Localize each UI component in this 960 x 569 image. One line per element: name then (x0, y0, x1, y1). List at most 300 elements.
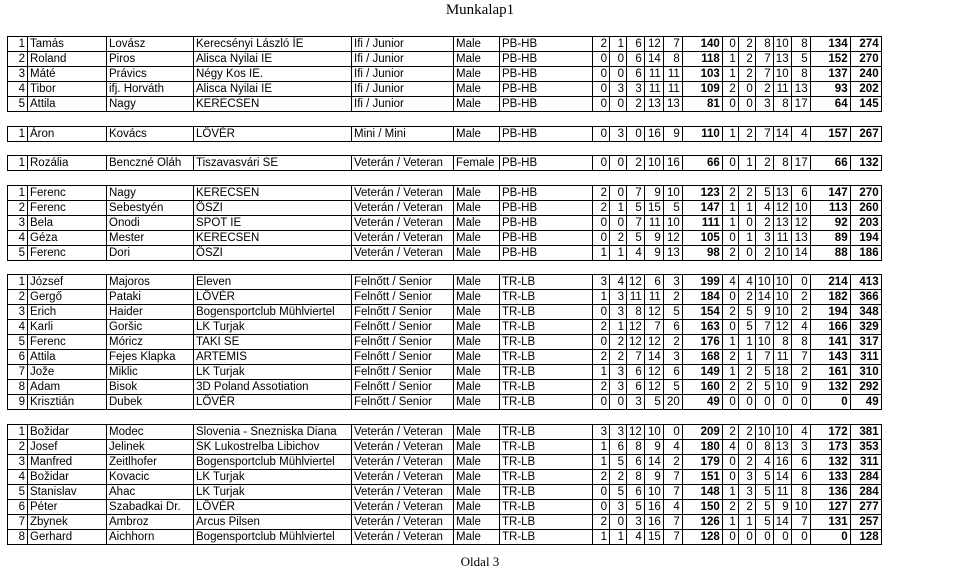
cell-r1-b: 5 (610, 484, 627, 499)
cell-r2-e: 14 (791, 245, 810, 260)
cell-round2-total: 194 (810, 305, 850, 320)
cell-r2-a: 2 (722, 185, 738, 200)
cell-bow-class: PB-HB (500, 97, 593, 112)
cell-r1-c: 2 (627, 97, 645, 112)
cell-r2-a: 2 (722, 82, 738, 97)
cell-first-name: Géza (28, 230, 107, 245)
cell-r2-e: 4 (791, 320, 810, 335)
cell-round2-total: 147 (810, 185, 850, 200)
cell-rank: 4 (8, 230, 28, 245)
cell-r1-a: 0 (593, 156, 610, 171)
cell-r1-e: 20 (663, 395, 682, 410)
cell-round2-total: 113 (810, 200, 850, 215)
cell-r1-a: 1 (593, 245, 610, 260)
cell-grand-total: 49 (850, 395, 881, 410)
cell-bow-class: PB-HB (500, 215, 593, 230)
cell-r1-e: 3 (663, 275, 682, 290)
cell-r2-e: 10 (791, 499, 810, 514)
cell-r2-a: 0 (722, 37, 738, 52)
cell-r2-a: 2 (722, 305, 738, 320)
cell-r1-e: 5 (663, 200, 682, 215)
cell-r1-d: 10 (644, 484, 663, 499)
cell-club: Bogensportclub Mühlviertel (194, 529, 352, 544)
cell-round2-total: 157 (810, 126, 850, 141)
cell-round2-total: 134 (810, 37, 850, 52)
cell-r1-a: 0 (593, 97, 610, 112)
table-row (8, 499, 882, 514)
group-spacer (8, 141, 882, 156)
cell-r1-d: 11 (644, 67, 663, 82)
cell-r1-c: 3 (627, 395, 645, 410)
cell-grand-total: 381 (850, 424, 881, 439)
cell-r1-b: 1 (610, 320, 627, 335)
cell-r2-c: 7 (755, 350, 773, 365)
cell-r2-e: 8 (791, 335, 810, 350)
cell-gender: Male (454, 52, 500, 67)
cell-club: Slovenia - Snezniska Diana (194, 424, 352, 439)
cell-r1-e: 11 (663, 67, 682, 82)
cell-category: Felnőtt / Senior (352, 290, 454, 305)
cell-gender: Male (454, 37, 500, 52)
cell-r2-e: 7 (791, 514, 810, 529)
cell-club: LK Turjak (194, 320, 352, 335)
cell-bow-class: TR-LB (500, 275, 593, 290)
cell-r2-c: 5 (755, 499, 773, 514)
cell-round2-total: 143 (810, 350, 850, 365)
cell-r2-e: 5 (791, 52, 810, 67)
cell-r1-e: 10 (663, 215, 682, 230)
cell-r1-c: 6 (627, 454, 645, 469)
cell-gender: Male (454, 380, 500, 395)
cell-grand-total: 348 (850, 305, 881, 320)
cell-r1-c: 8 (627, 439, 645, 454)
cell-rank: 1 (8, 185, 28, 200)
cell-r2-a: 4 (722, 275, 738, 290)
cell-r2-e: 6 (791, 454, 810, 469)
cell-bow-class: TR-LB (500, 454, 593, 469)
cell-r1-b: 2 (610, 335, 627, 350)
cell-r2-a: 2 (722, 499, 738, 514)
cell-bow-class: PB-HB (500, 67, 593, 82)
cell-first-name: Rozália (28, 156, 107, 171)
cell-category: Mini / Mini (352, 126, 454, 141)
cell-round1-total: 149 (682, 365, 722, 380)
page-number: Oldal 3 (460, 554, 500, 569)
cell-round2-total: 132 (810, 454, 850, 469)
cell-r2-c: 8 (755, 439, 773, 454)
cell-round2-total: 92 (810, 215, 850, 230)
cell-r1-a: 0 (593, 52, 610, 67)
cell-rank: 1 (8, 156, 28, 171)
cell-r1-b: 3 (610, 365, 627, 380)
cell-gender: Male (454, 290, 500, 305)
cell-bow-class: PB-HB (500, 185, 593, 200)
cell-r2-a: 0 (722, 529, 738, 544)
cell-r2-b: 1 (738, 350, 755, 365)
table-row (8, 200, 882, 215)
cell-r2-b: 0 (738, 529, 755, 544)
cell-r2-c: 7 (755, 52, 773, 67)
cell-r1-c: 0 (627, 126, 645, 141)
cell-bow-class: TR-LB (500, 439, 593, 454)
table-row (8, 439, 882, 454)
cell-r2-c: 5 (755, 469, 773, 484)
cell-rank: 2 (8, 200, 28, 215)
cell-r1-b: 0 (610, 52, 627, 67)
cell-grand-total: 145 (850, 97, 881, 112)
cell-club: ARTEMIS (194, 350, 352, 365)
cell-round1-total: 81 (682, 97, 722, 112)
cell-grand-total: 260 (850, 200, 881, 215)
cell-r2-d: 10 (773, 380, 791, 395)
cell-r1-e: 9 (663, 126, 682, 141)
cell-last-name: Nagy (107, 185, 194, 200)
cell-r2-c: 5 (755, 380, 773, 395)
cell-category: Ifi / Junior (352, 67, 454, 82)
cell-gender: Male (454, 275, 500, 290)
cell-round1-total: 151 (682, 469, 722, 484)
cell-rank: 7 (8, 514, 28, 529)
cell-r2-d: 12 (773, 320, 791, 335)
cell-r1-d: 15 (644, 200, 663, 215)
cell-r2-b: 2 (738, 454, 755, 469)
cell-r2-b: 2 (738, 365, 755, 380)
cell-r1-b: 3 (610, 290, 627, 305)
cell-last-name: Zeitlhofer (107, 454, 194, 469)
cell-r1-d: 9 (644, 230, 663, 245)
cell-rank: 7 (8, 365, 28, 380)
cell-r1-c: 3 (627, 514, 645, 529)
cell-r2-a: 1 (722, 126, 738, 141)
cell-round2-total: 172 (810, 424, 850, 439)
cell-r1-b: 3 (610, 82, 627, 97)
cell-last-name: Ahac (107, 484, 194, 499)
cell-rank: 1 (8, 424, 28, 439)
cell-r1-d: 9 (644, 469, 663, 484)
cell-first-name: Áron (28, 126, 107, 141)
cell-r1-e: 16 (663, 156, 682, 171)
cell-r2-c: 10 (755, 275, 773, 290)
cell-r1-a: 2 (593, 514, 610, 529)
cell-r2-b: 2 (738, 126, 755, 141)
cell-rank: 2 (8, 439, 28, 454)
cell-first-name: Adam (28, 380, 107, 395)
cell-first-name: Krisztián (28, 395, 107, 410)
cell-r2-a: 0 (722, 454, 738, 469)
cell-round2-total: 0 (810, 395, 850, 410)
cell-round1-total: 147 (682, 200, 722, 215)
cell-r2-c: 4 (755, 200, 773, 215)
cell-r1-c: 4 (627, 529, 645, 544)
cell-r2-e: 2 (791, 305, 810, 320)
cell-bow-class: TR-LB (500, 365, 593, 380)
cell-bow-class: PB-HB (500, 156, 593, 171)
cell-round1-total: 109 (682, 82, 722, 97)
table-row (8, 514, 882, 529)
cell-club: Tiszavasvári SE (194, 156, 352, 171)
cell-round1-total: 98 (682, 245, 722, 260)
cell-r1-a: 2 (593, 37, 610, 52)
cell-first-name: Karli (28, 320, 107, 335)
cell-gender: Male (454, 350, 500, 365)
cell-category: Ifi / Junior (352, 52, 454, 67)
cell-gender: Male (454, 305, 500, 320)
cell-r2-d: 14 (773, 126, 791, 141)
cell-r2-b: 1 (738, 156, 755, 171)
cell-r1-c: 2 (627, 156, 645, 171)
cell-round2-total: 182 (810, 290, 850, 305)
cell-rank: 2 (8, 290, 28, 305)
cell-rank: 1 (8, 37, 28, 52)
cell-round2-total: 166 (810, 320, 850, 335)
cell-r1-a: 1 (593, 454, 610, 469)
cell-category: Veterán / Veteran (352, 499, 454, 514)
cell-r1-b: 0 (610, 514, 627, 529)
cell-last-name: Nagy (107, 97, 194, 112)
table-row (8, 365, 882, 380)
cell-r2-b: 5 (738, 320, 755, 335)
cell-gender: Male (454, 514, 500, 529)
cell-r1-a: 1 (593, 290, 610, 305)
table-row (8, 275, 882, 290)
cell-club: Négy Kos IE. (194, 67, 352, 82)
cell-r1-a: 2 (593, 380, 610, 395)
cell-r2-a: 0 (722, 469, 738, 484)
cell-r1-c: 7 (627, 350, 645, 365)
cell-r2-c: 0 (755, 529, 773, 544)
cell-round2-total: 88 (810, 245, 850, 260)
cell-r1-b: 3 (610, 380, 627, 395)
cell-category: Veterán / Veteran (352, 529, 454, 544)
cell-gender: Male (454, 185, 500, 200)
cell-last-name: Fejes Klapka (107, 350, 194, 365)
cell-first-name: Stanislav (28, 484, 107, 499)
cell-grand-total: 128 (850, 529, 881, 544)
cell-r1-e: 8 (663, 52, 682, 67)
cell-r1-e: 2 (663, 335, 682, 350)
table-row (8, 350, 882, 365)
cell-round2-total: 214 (810, 275, 850, 290)
cell-r1-d: 16 (644, 514, 663, 529)
cell-r2-d: 10 (773, 245, 791, 260)
cell-round1-total: 126 (682, 514, 722, 529)
cell-r2-d: 13 (773, 52, 791, 67)
cell-rank: 1 (8, 126, 28, 141)
cell-r2-d: 8 (773, 97, 791, 112)
cell-r1-e: 13 (663, 97, 682, 112)
cell-r1-d: 14 (644, 454, 663, 469)
cell-r2-d: 14 (773, 514, 791, 529)
cell-r1-e: 4 (663, 499, 682, 514)
cell-rank: 5 (8, 97, 28, 112)
cell-last-name: Miklic (107, 365, 194, 380)
cell-r2-b: 0 (738, 395, 755, 410)
cell-r2-e: 12 (791, 215, 810, 230)
cell-category: Veterán / Veteran (352, 469, 454, 484)
cell-category: Veterán / Veteran (352, 156, 454, 171)
cell-r2-a: 1 (722, 200, 738, 215)
cell-r2-d: 14 (773, 469, 791, 484)
cell-r1-c: 3 (627, 82, 645, 97)
cell-last-name: Kovács (107, 126, 194, 141)
cell-gender: Male (454, 469, 500, 484)
group-spacer (8, 171, 882, 186)
table-row (8, 215, 882, 230)
cell-gender: Female (454, 156, 500, 171)
cell-round1-total: 118 (682, 52, 722, 67)
table-row (8, 484, 882, 499)
cell-round1-total: 110 (682, 126, 722, 141)
cell-r2-e: 0 (791, 275, 810, 290)
cell-category: Veterán / Veteran (352, 185, 454, 200)
cell-round1-total: 176 (682, 335, 722, 350)
cell-grand-total: 311 (850, 454, 881, 469)
cell-round2-total: 161 (810, 365, 850, 380)
cell-last-name: Právics (107, 67, 194, 82)
cell-last-name: Bisok (107, 380, 194, 395)
cell-round1-total: 103 (682, 67, 722, 82)
cell-r2-a: 1 (722, 52, 738, 67)
cell-last-name: Onodi (107, 215, 194, 230)
cell-last-name: ifj. Horváth (107, 82, 194, 97)
cell-club: LK Turjak (194, 469, 352, 484)
cell-r2-d: 10 (773, 290, 791, 305)
cell-r2-b: 2 (738, 424, 755, 439)
cell-r1-b: 5 (610, 454, 627, 469)
cell-rank: 3 (8, 454, 28, 469)
cell-r1-d: 14 (644, 350, 663, 365)
cell-last-name: Majoros (107, 275, 194, 290)
cell-r2-b: 4 (738, 275, 755, 290)
cell-grand-total: 270 (850, 52, 881, 67)
cell-grand-total: 310 (850, 365, 881, 380)
cell-r2-d: 16 (773, 454, 791, 469)
cell-r2-b: 0 (738, 439, 755, 454)
cell-r1-b: 0 (610, 67, 627, 82)
cell-club: LK Turjak (194, 365, 352, 380)
cell-r2-c: 5 (755, 365, 773, 380)
cell-r1-b: 1 (610, 37, 627, 52)
cell-round2-total: 132 (810, 380, 850, 395)
cell-rank: 4 (8, 320, 28, 335)
cell-r2-d: 8 (773, 335, 791, 350)
cell-r2-c: 5 (755, 514, 773, 529)
cell-r1-a: 0 (593, 484, 610, 499)
cell-round2-total: 93 (810, 82, 850, 97)
cell-club: Alisca Nyilai IE (194, 52, 352, 67)
cell-r2-a: 2 (722, 424, 738, 439)
cell-round2-total: 137 (810, 67, 850, 82)
cell-r2-e: 8 (791, 67, 810, 82)
cell-r2-a: 0 (722, 156, 738, 171)
cell-r2-e: 9 (791, 380, 810, 395)
cell-r2-c: 3 (755, 97, 773, 112)
cell-r1-d: 12 (644, 335, 663, 350)
group-spacer (8, 410, 882, 425)
cell-bow-class: PB-HB (500, 230, 593, 245)
cell-club: LK Turjak (194, 484, 352, 499)
cell-bow-class: PB-HB (500, 82, 593, 97)
cell-r2-a: 1 (722, 365, 738, 380)
cell-r2-e: 0 (791, 395, 810, 410)
cell-r1-b: 0 (610, 97, 627, 112)
cell-r2-c: 2 (755, 245, 773, 260)
table-row (8, 37, 882, 52)
cell-category: Ifi / Junior (352, 97, 454, 112)
cell-round1-total: 184 (682, 290, 722, 305)
cell-r2-b: 0 (738, 82, 755, 97)
cell-grand-total: 277 (850, 499, 881, 514)
cell-last-name: Szabadkai Dr. (107, 499, 194, 514)
cell-r2-b: 2 (738, 52, 755, 67)
cell-last-name: Haider (107, 305, 194, 320)
cell-round2-total: 173 (810, 439, 850, 454)
cell-round1-total: 168 (682, 350, 722, 365)
cell-r1-c: 7 (627, 215, 645, 230)
cell-r2-e: 2 (791, 290, 810, 305)
cell-round1-total: 148 (682, 484, 722, 499)
cell-grand-total: 311 (850, 350, 881, 365)
cell-category: Veterán / Veteran (352, 200, 454, 215)
cell-grand-total: 270 (850, 185, 881, 200)
cell-r1-c: 7 (627, 185, 645, 200)
cell-club: ÖSZI (194, 245, 352, 260)
cell-r1-e: 10 (663, 185, 682, 200)
cell-r2-c: 7 (755, 320, 773, 335)
cell-gender: Male (454, 484, 500, 499)
cell-first-name: Attila (28, 97, 107, 112)
cell-first-name: Ferenc (28, 245, 107, 260)
cell-r2-d: 11 (773, 230, 791, 245)
cell-rank: 5 (8, 335, 28, 350)
cell-r1-e: 12 (663, 230, 682, 245)
cell-bow-class: PB-HB (500, 126, 593, 141)
cell-r2-b: 2 (738, 185, 755, 200)
cell-last-name: Lovász (107, 37, 194, 52)
cell-r1-d: 10 (644, 424, 663, 439)
cell-r1-d: 12 (644, 37, 663, 52)
cell-r1-d: 16 (644, 126, 663, 141)
cell-r2-d: 9 (773, 499, 791, 514)
cell-r2-e: 8 (791, 484, 810, 499)
cell-r2-a: 2 (722, 245, 738, 260)
cell-category: Ifi / Junior (352, 37, 454, 52)
cell-grand-total: 203 (850, 215, 881, 230)
cell-r1-d: 15 (644, 529, 663, 544)
cell-r2-e: 4 (791, 424, 810, 439)
cell-r1-a: 2 (593, 200, 610, 215)
table-row (8, 454, 882, 469)
table-row (8, 529, 882, 544)
cell-last-name: Dubek (107, 395, 194, 410)
results-table (7, 36, 882, 545)
cell-r1-d: 11 (644, 82, 663, 97)
cell-r1-a: 0 (593, 230, 610, 245)
cell-r2-a: 0 (722, 230, 738, 245)
cell-r2-c: 2 (755, 156, 773, 171)
cell-r2-e: 13 (791, 82, 810, 97)
cell-club: LÖVÉR (194, 395, 352, 410)
cell-r1-a: 0 (593, 499, 610, 514)
cell-r1-c: 6 (627, 67, 645, 82)
cell-r2-c: 2 (755, 82, 773, 97)
cell-club: Bogensportclub Mühlviertel (194, 454, 352, 469)
table-row (8, 395, 882, 410)
cell-grand-total: 274 (850, 37, 881, 52)
cell-r1-e: 5 (663, 380, 682, 395)
cell-grand-total: 240 (850, 67, 881, 82)
cell-grand-total: 353 (850, 439, 881, 454)
